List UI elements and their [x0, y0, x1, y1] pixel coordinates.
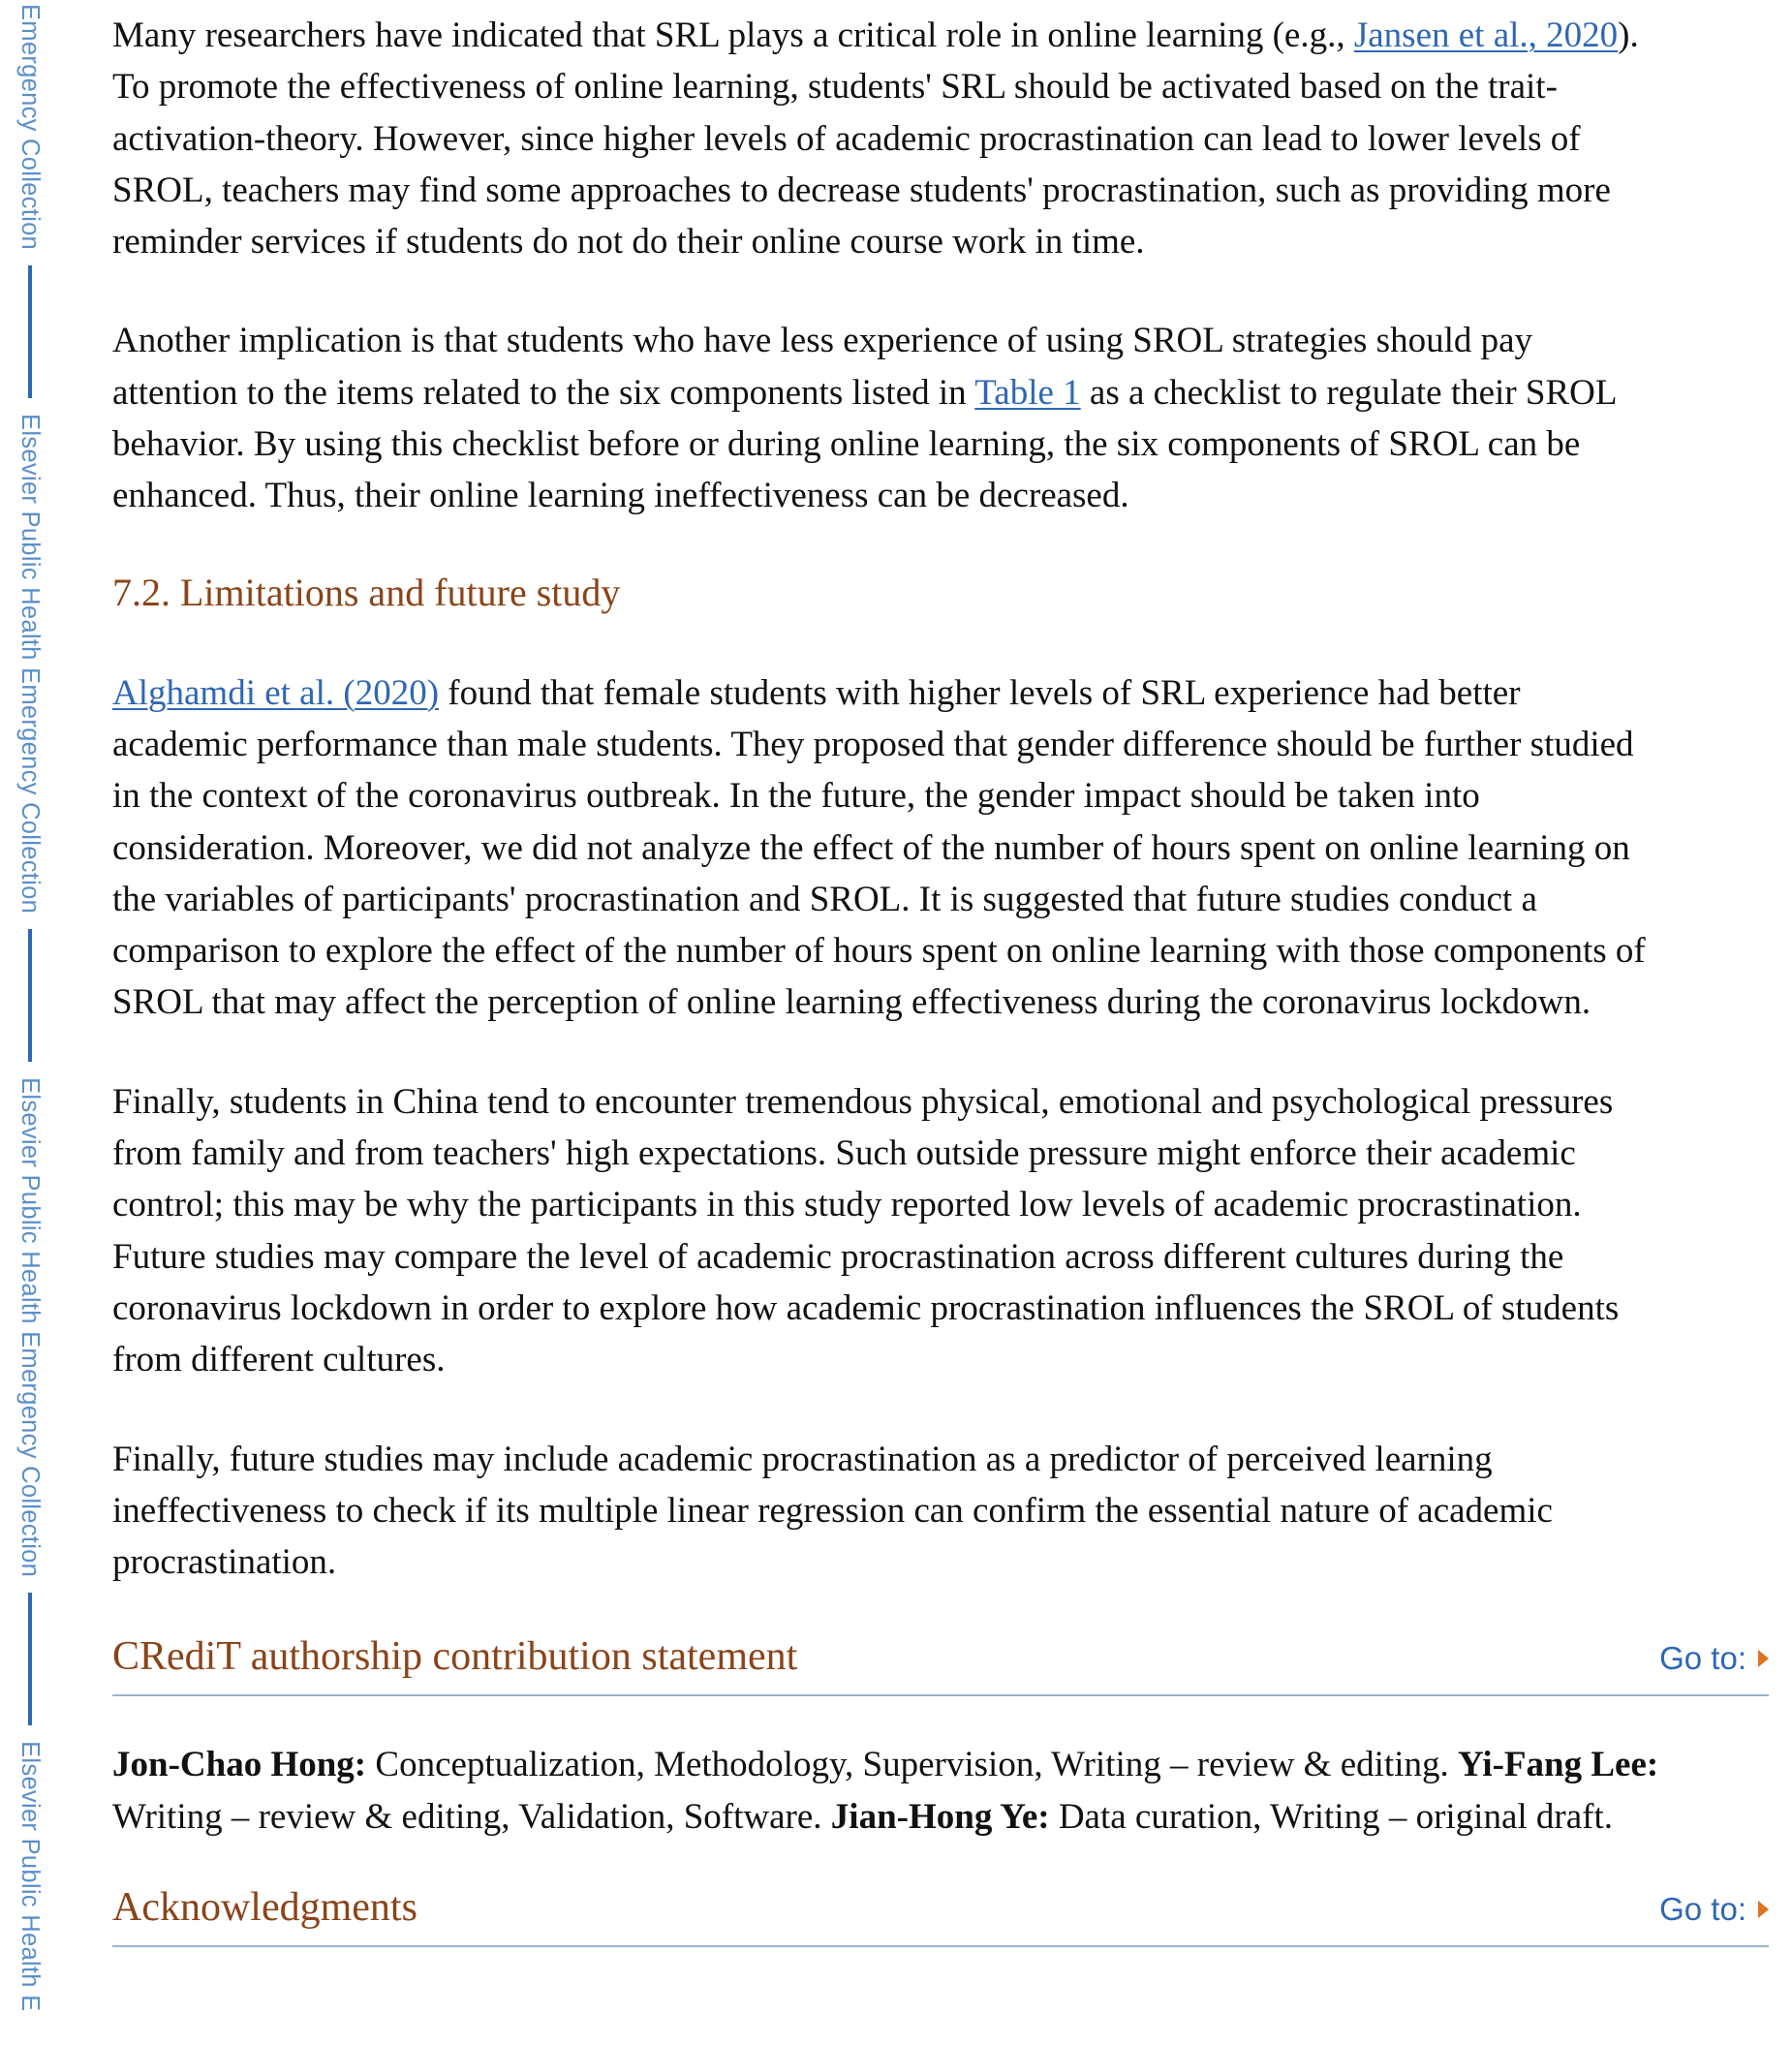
author-name: Jon-Chao Hong: [112, 1745, 367, 1785]
paragraph-checklist-implication: Another implication is that students who have less experience of using SROL strategies should pay attention to the items related to the six components listed in Table 1 as a checklist to regulate their SROL behavior. By using this checklist before or during online learning, the six components of SROL can be enhanced. Thus, their online learning ineffectiveness can be decreased. [112, 321, 1618, 516]
collection-label[interactable]: Emergency Collection [16, 4, 45, 251]
paragraph-srl-implications: Many researchers have indicated that SRL plays a critical role in online learning (e.g., Jansen et al., 2020). To promote the effectiveness of online learning, students' SRL should be activated based on the trait- activation-theory. However, since higher levels of academic procrastination can lead to lower levels of SROL, teachers may find some approaches to decrease students' procrastination, such as providing more reminder services if students do not do their online course work in time. [112, 16, 1639, 263]
credit-statement: Jon-Chao Hong: Conceptualization, Methodology, Supervision, Writing – review & editing. Yi-Fang Lee: Writing – review & editing, Validation, Software. Jian-Hong Ye: Data curation, Writing – original draft. [112, 1745, 1659, 1837]
caret-right-icon [1758, 1650, 1769, 1667]
collection-label[interactable]: Elsevier Public Health Emergency Collection [16, 1077, 45, 1578]
author-name: Jian-Hong Ye: [830, 1796, 1050, 1837]
collection-banner-strip[interactable] [15, 4, 45, 2011]
citation-link-jansen[interactable]: Jansen et al., 2020 [1353, 16, 1619, 55]
collection-divider [28, 265, 32, 398]
subsection-title: 7.2. Limitations and future study [112, 570, 621, 614]
paragraph-culture-pressures: Finally, students in China tend to encounter tremendous physical, emotional and psychological pressures from family and from teachers' high expectations. Such outside pressure might enforce their academic control; this may be why the participants in this study reported low levels of academic procrastination. Future studies may compare the level of academic procrastination across different cultures during the coronavirus lockdown in order to explore how academic procrastination influences the SROL of students from different cultures. [112, 1081, 1620, 1380]
acknowledgments-section-title: Acknowledgments [112, 1885, 417, 1931]
goto-menu-button[interactable]: Go to: [1659, 1640, 1769, 1677]
collection-label[interactable]: Elsevier Public Health Emergency Collection [16, 414, 45, 914]
paragraph-gender-limitations: Alghamdi et al. (2020) found that female students with higher levels of SRL experience had better academic performance than male students. They proposed that gender difference should be further studied in the context of the coronavirus outbreak. In the future, the gender impact should be taken into consideration. Moreover, we did not analyze the effect of the number of hours spent on online learning on the variables of participants' procrastination and SROL. It is suggested that future studies conduct a comparison to explore the effect of the number of hours spent on online learning with those components of SROL that may affect the perception of online learning effectiveness during the coronavirus lockdown. [112, 672, 1646, 1023]
citation-link-alghamdi[interactable]: Alghamdi et al. (2020) [112, 672, 440, 713]
caret-right-icon [1758, 1901, 1769, 1918]
acknowledgments-section-header [112, 1883, 1769, 1947]
credit-section-header [112, 1632, 1769, 1696]
collection-sidebar [0, 0, 108, 2046]
paragraph-future-predictor: Finally, future studies may include academic procrastination as a predictor of perceived learning ineffectiveness to check if its multiple linear regression can confirm the essential nature of academic procrastination. [112, 1439, 1553, 1583]
article-body [112, 10, 1769, 1990]
table-link[interactable]: Table 1 [974, 372, 1081, 413]
collection-divider [28, 1593, 32, 1725]
collection-divider [28, 929, 32, 1062]
credit-section-title: CRediT authorship contribution statement [112, 1634, 798, 1680]
collection-label[interactable]: Elsevier Public Health E [16, 1741, 45, 2012]
goto-menu-button[interactable]: Go to: [1659, 1891, 1769, 1928]
author-name: Yi-Fang Lee: [1457, 1745, 1659, 1785]
